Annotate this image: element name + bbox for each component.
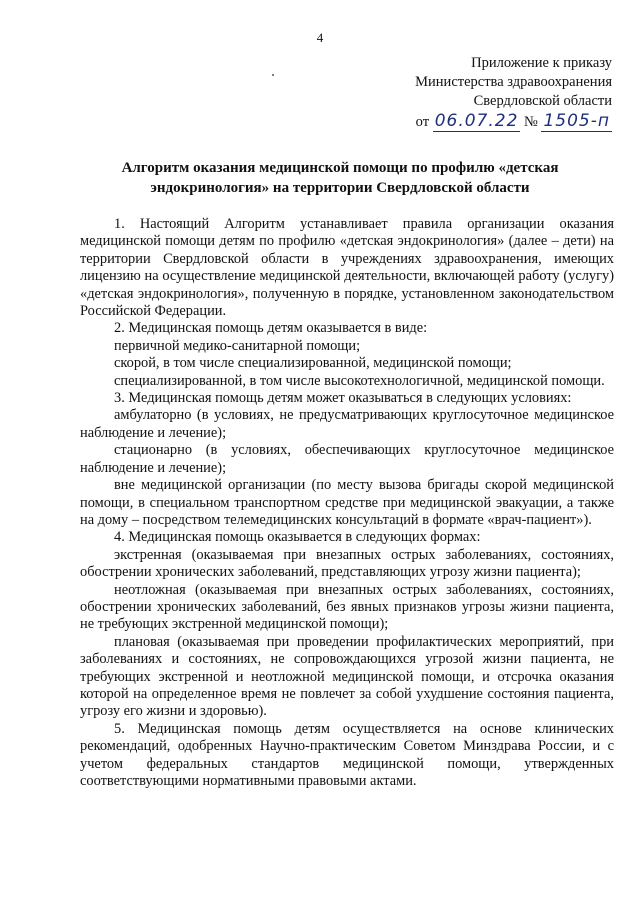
approval-line-3: Свердловской области bbox=[473, 93, 612, 109]
paragraph-7: амбулаторно (в условиях, не предусматривающих круглосуточное медицинское наблюдение и лечение); bbox=[80, 407, 614, 441]
paragraph-11: экстренная (оказываемая при внезапных острых заболеваниях, состояниях, обострении хронических заболеваний, представляющих угрозу жизни пациента); bbox=[80, 546, 614, 581]
number-label: № bbox=[524, 114, 538, 130]
paragraph-4: скорой, в том числе специализированной, медицинской помощи; bbox=[114, 355, 512, 372]
approval-line-2: Министерства здравоохранения bbox=[415, 74, 612, 90]
title-line-2: эндокринология» на территории Свердловской области bbox=[150, 180, 530, 196]
handwritten-date: 06.07.22 bbox=[434, 111, 519, 131]
paragraph-5: специализированной, в том числе высокотехнологичной, медицинской помощи. bbox=[114, 372, 605, 389]
handwritten-number: 1505-п bbox=[543, 111, 610, 131]
paragraph-12: неотложная (оказываемая при внезапных острых заболеваниях, состояниях, обострении хронических заболеваний, без явных признаков угрозы жизни пациента, не требующих экстренной медицинской помощи); bbox=[80, 581, 614, 633]
paragraph-13: плановая (оказываемая при проведении профилактических мероприятий, при заболеваниях и состояниях, не сопровождающихся угрозой жизни пациента, не требующих экстренной и неотложной медицинской помощи, и отсрочка оказания которой на определенное время не повлечет за собой ухудшение состояния пациента, угрозу его жизни и здоровью). bbox=[80, 633, 614, 720]
document-title bbox=[60, 158, 620, 198]
scan-speck bbox=[272, 74, 274, 76]
approval-line-1: Приложение к приказу bbox=[471, 55, 612, 71]
from-label: от bbox=[415, 114, 430, 130]
paragraph-10: 4. Медицинская помощь оказывается в следующих формах: bbox=[114, 529, 481, 546]
approval-date-line bbox=[415, 112, 612, 132]
page-number: 4 bbox=[316, 30, 324, 45]
document-body bbox=[80, 216, 614, 790]
paragraph-14: 5. Медицинская помощь детям осуществляется на основе клинических рекомендаций, одобренных Научно-практическим Советом Минздрава России, и с учетом федеральных стандартов медицинской помощи, утвержденных соответствующими нормативными правовыми актами. bbox=[80, 720, 614, 789]
title-line-1: Алгоритм оказания медицинской помощи по профилю «детская bbox=[121, 160, 559, 176]
paragraph-6: 3. Медицинская помощь детям может оказываться в следующих условиях: bbox=[114, 390, 572, 407]
paragraph-3: первичной медико-санитарной помощи; bbox=[114, 337, 361, 354]
approval-block bbox=[415, 54, 612, 132]
paragraph-2: 2. Медицинская помощь детям оказывается в виде: bbox=[114, 320, 428, 337]
paragraph-8: стационарно (в условиях, обеспечивающих круглосуточное медицинское наблюдение и лечение); bbox=[80, 442, 614, 476]
paragraph-1: 1. Настоящий Алгоритм устанавливает правила организации оказания медицинской помощи детям по профилю «детская эндокринология» (далее – дети) на территории Свердловской области в учреждениях здравоохранения, имеющих лицензию на осуществление медицинской деятельности, включающей работу (услугу) «детская эндокринология», полученную в порядке, установленном законодательством Российской Федерации. bbox=[80, 216, 614, 320]
paragraph-9: вне медицинской организации (по месту вызова бригады скорой медицинской помощи, в специальном транспортном средстве при медицинской эвакуации, а также на дому – посредством телемедицинских консультаций в формате «врач-пациент»). bbox=[80, 477, 614, 528]
